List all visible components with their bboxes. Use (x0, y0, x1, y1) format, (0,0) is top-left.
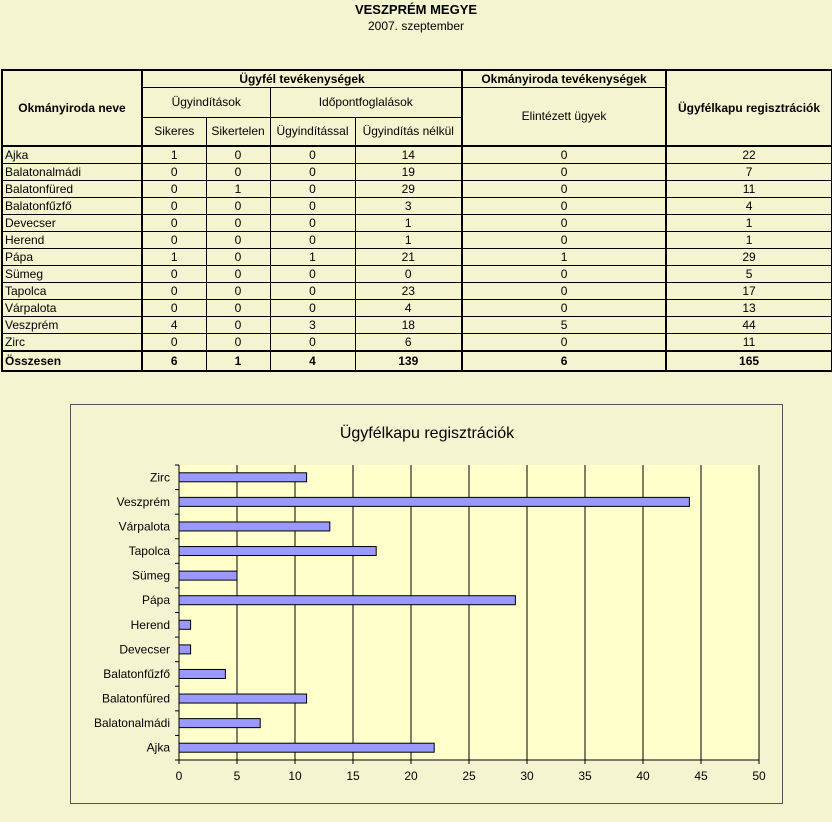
office-name-cell: Veszprém (2, 317, 142, 334)
value-cell: 0 (206, 334, 270, 352)
page-subtitle: 2007. szeptember (367, 19, 465, 33)
chart-panel (70, 404, 783, 804)
office-name-cell: Balatonfüred (2, 181, 142, 198)
value-cell: 6 (355, 334, 462, 352)
value-cell: 11 (666, 334, 832, 352)
value-cell: 7 (666, 164, 832, 181)
x-tick-label: 0 (175, 769, 183, 783)
total-cell: 6 (462, 351, 666, 371)
header-successful: Sikeres (142, 117, 206, 146)
x-tick-label: 5 (233, 769, 241, 783)
header-initiations: Ügyindítások (142, 87, 270, 117)
value-cell: 21 (355, 249, 462, 266)
value-cell: 0 (270, 300, 355, 317)
value-cell: 0 (270, 266, 355, 283)
value-cell: 0 (270, 164, 355, 181)
value-cell: 0 (270, 232, 355, 249)
value-cell: 0 (142, 232, 206, 249)
value-cell: 4 (355, 300, 462, 317)
office-name-cell: Balatonfűzfő (2, 198, 142, 215)
value-cell: 0 (206, 283, 270, 300)
y-tick-label: Tapolca (128, 544, 170, 559)
total-cell: 1 (206, 351, 270, 371)
table-row (2, 146, 832, 164)
value-cell: 0 (142, 334, 206, 352)
table-row (2, 317, 832, 334)
total-cell: 165 (666, 351, 832, 371)
value-cell: 14 (355, 146, 462, 164)
value-cell: 44 (666, 317, 832, 334)
value-cell: 1 (142, 249, 206, 266)
value-cell: 1 (462, 249, 666, 266)
page-title: VESZPRÉM MEGYE (354, 2, 478, 17)
value-cell: 1 (355, 232, 462, 249)
office-name-cell: Sümeg (2, 266, 142, 283)
value-cell: 0 (142, 300, 206, 317)
value-cell: 0 (142, 266, 206, 283)
value-cell: 5 (666, 266, 832, 283)
value-cell: 0 (206, 266, 270, 283)
value-cell: 0 (270, 334, 355, 352)
x-tick-label: 25 (462, 769, 476, 783)
value-cell: 17 (666, 283, 832, 300)
x-tick-label: 40 (636, 769, 650, 783)
value-cell: 4 (142, 317, 206, 334)
value-cell: 13 (666, 300, 832, 317)
header-client-activities: Ügyfél tevékenységek (142, 70, 462, 87)
value-cell: 23 (355, 283, 462, 300)
x-tick-label: 20 (404, 769, 418, 783)
value-cell: 0 (142, 215, 206, 232)
x-tick-label: 50 (752, 769, 766, 783)
value-cell: 0 (462, 164, 666, 181)
table-row (2, 215, 832, 232)
y-tick-label: Zirc (150, 470, 170, 485)
value-cell: 0 (462, 198, 666, 215)
total-cell: 4 (270, 351, 355, 371)
header-with-initiation: Ügyindítással (270, 117, 355, 146)
bar-ajka (179, 743, 434, 752)
bar-pápa (179, 596, 515, 605)
table-row (2, 300, 832, 317)
y-tick-label: Veszprém (116, 494, 170, 509)
value-cell: 0 (206, 249, 270, 266)
x-tick-label: 10 (288, 769, 302, 783)
value-cell: 3 (270, 317, 355, 334)
office-name-cell: Devecser (2, 215, 142, 232)
value-cell: 29 (355, 181, 462, 198)
data-table (1, 69, 832, 372)
value-cell: 19 (355, 164, 462, 181)
bar-sümeg (179, 571, 237, 580)
value-cell: 1 (270, 249, 355, 266)
value-cell: 3 (355, 198, 462, 215)
x-tick-label: 15 (346, 769, 360, 783)
value-cell: 0 (462, 283, 666, 300)
chart-title: Ügyfélkapu regisztrációk (339, 425, 515, 442)
value-cell: 1 (206, 181, 270, 198)
office-name-cell: Pápa (2, 249, 142, 266)
y-tick-label: Pápa (141, 593, 170, 608)
bar-tapolca (179, 547, 376, 556)
value-cell: 0 (142, 283, 206, 300)
y-tick-label: Herend (130, 617, 170, 632)
total-cell: 139 (355, 351, 462, 371)
value-cell: 0 (142, 181, 206, 198)
total-row (2, 351, 832, 371)
y-tick-label: Várpalota (118, 519, 170, 534)
value-cell: 0 (462, 215, 666, 232)
value-cell: 1 (666, 215, 832, 232)
header-bookings: Időpontfoglalások (270, 87, 462, 117)
table-row (2, 266, 832, 283)
office-name-cell: Tapolca (2, 283, 142, 300)
value-cell: 0 (142, 164, 206, 181)
value-cell: 1 (142, 146, 206, 164)
value-cell: 0 (206, 146, 270, 164)
value-cell: 0 (206, 215, 270, 232)
y-tick-label: Balatonfűzfő (103, 666, 170, 681)
office-name-cell: Ajka (2, 146, 142, 164)
bar-balatonfüred (179, 694, 307, 703)
table-row (2, 164, 832, 181)
table-row (2, 232, 832, 249)
value-cell: 0 (462, 181, 666, 198)
value-cell: 0 (270, 283, 355, 300)
value-cell: 0 (270, 146, 355, 164)
header-settled-cases: Elintézett ügyek (462, 87, 666, 146)
office-name-cell: Zirc (2, 334, 142, 352)
value-cell: 0 (206, 164, 270, 181)
x-tick-label: 30 (520, 769, 534, 783)
value-cell: 0 (355, 266, 462, 283)
bar-balatonfűzfő (179, 669, 225, 678)
table-row (2, 283, 832, 300)
table-row (2, 198, 832, 215)
value-cell: 0 (206, 300, 270, 317)
value-cell: 1 (666, 232, 832, 249)
header-office-name: Okmányiroda neve (2, 70, 142, 146)
x-tick-label: 35 (578, 769, 592, 783)
header-office-activities: Okmányiroda tevékenységek (462, 70, 666, 87)
value-cell: 0 (462, 266, 666, 283)
x-tick-label: 45 (694, 769, 708, 783)
value-cell: 22 (666, 146, 832, 164)
value-cell: 29 (666, 249, 832, 266)
office-name-cell: Várpalota (2, 300, 142, 317)
bar-várpalota (179, 522, 330, 531)
bar-zirc (179, 473, 307, 482)
total-cell: 6 (142, 351, 206, 371)
total-label: Összesen (2, 351, 142, 371)
value-cell: 0 (270, 181, 355, 198)
header-gateway-registrations: Ügyfélkapu regisztrációk (666, 70, 832, 146)
value-cell: 0 (206, 198, 270, 215)
bar-herend (179, 620, 191, 629)
value-cell: 18 (355, 317, 462, 334)
value-cell: 4 (666, 198, 832, 215)
bar-devecser (179, 645, 191, 654)
value-cell: 0 (206, 317, 270, 334)
y-tick-label: Devecser (119, 642, 170, 657)
y-tick-label: Balatonfüred (101, 691, 170, 706)
value-cell: 11 (666, 181, 832, 198)
value-cell: 1 (355, 215, 462, 232)
header-without-initiation: Ügyindítás nélkül (355, 117, 462, 146)
value-cell: 0 (206, 232, 270, 249)
table-row (2, 334, 832, 352)
bar-chart (71, 405, 782, 803)
value-cell: 0 (270, 215, 355, 232)
y-tick-label: Ajka (146, 740, 170, 755)
office-name-cell: Balatonalmádi (2, 164, 142, 181)
value-cell: 0 (142, 198, 206, 215)
value-cell: 0 (270, 198, 355, 215)
header-unsuccessful: Sikertelen (206, 117, 270, 146)
value-cell: 0 (462, 334, 666, 352)
value-cell: 5 (462, 317, 666, 334)
value-cell: 0 (462, 146, 666, 164)
table-row (2, 181, 832, 198)
value-cell: 0 (462, 232, 666, 249)
y-tick-label: Balatonalmádi (93, 716, 170, 731)
table-row (2, 249, 832, 266)
bar-balatonalmádi (179, 719, 260, 728)
bar-veszprém (179, 497, 689, 506)
value-cell: 0 (462, 300, 666, 317)
y-tick-label: Sümeg (131, 568, 170, 583)
office-name-cell: Herend (2, 232, 142, 249)
